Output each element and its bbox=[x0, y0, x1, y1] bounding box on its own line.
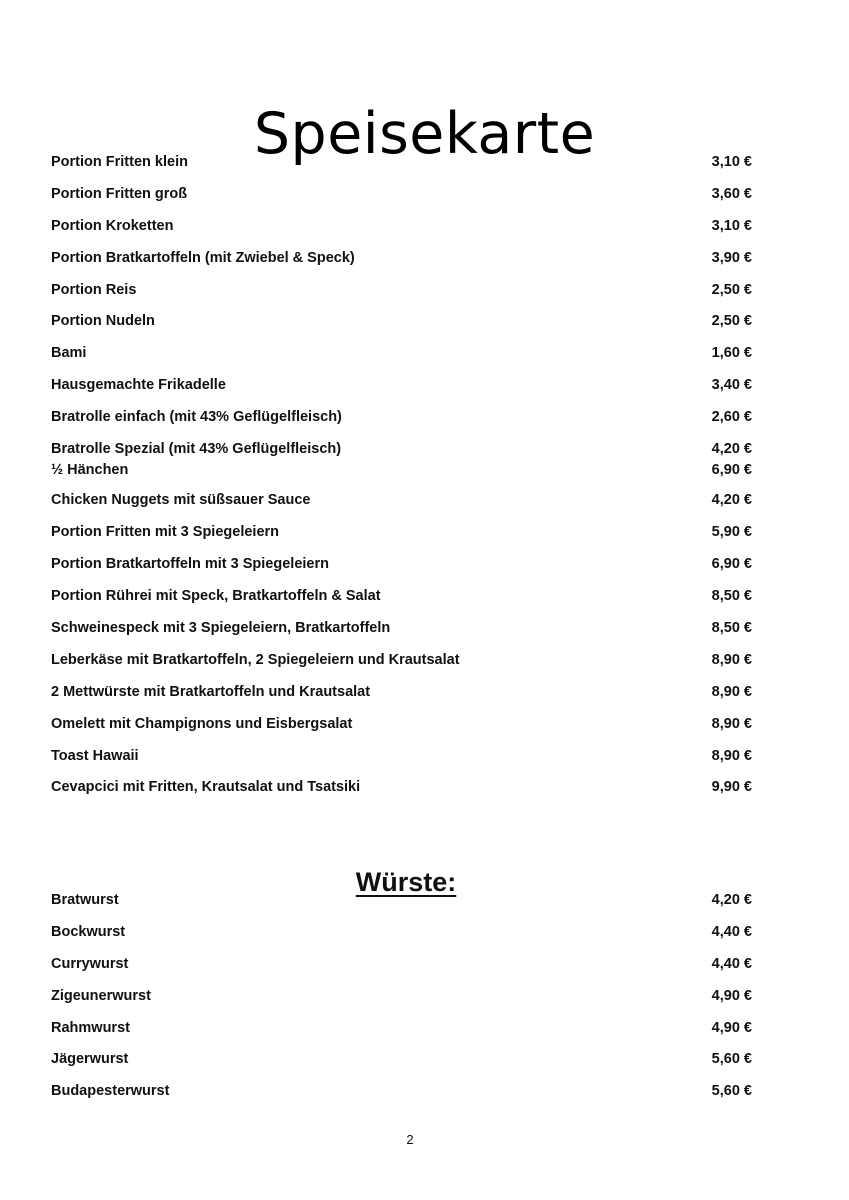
menu-item bbox=[51, 375, 752, 397]
item-price: 3,60 € bbox=[711, 185, 752, 202]
menu-item bbox=[51, 1018, 752, 1040]
menu-item bbox=[51, 184, 752, 206]
item-name: Zigeunerwurst bbox=[51, 987, 151, 1004]
item-name: Omelett mit Champignons und Eisbergsalat bbox=[51, 715, 353, 732]
page-title: Speisekarte bbox=[253, 101, 596, 168]
menu-item bbox=[51, 650, 752, 672]
item-price: 4,20 € bbox=[711, 892, 752, 908]
item-name-line: ½ Hänchen bbox=[51, 461, 129, 478]
item-price: 5,60 € bbox=[711, 1083, 752, 1100]
menu-item bbox=[51, 922, 752, 944]
menu-item bbox=[51, 152, 752, 174]
menu-item bbox=[51, 586, 752, 608]
item-name: Portion Bratkartoffeln (mit Zwiebel & Speck) bbox=[51, 249, 355, 266]
wurst-menu-list bbox=[51, 890, 752, 1113]
item-price: 4,90 € bbox=[711, 1019, 752, 1036]
item-name: Portion Bratkartoffeln mit 3 Spiegeleiern bbox=[51, 556, 329, 573]
item-name: Portion Fritten klein bbox=[51, 154, 188, 170]
item-name: Bami bbox=[51, 345, 87, 362]
item-price: 2,50 € bbox=[711, 281, 752, 298]
item-name: Portion Fritten groß bbox=[51, 185, 188, 202]
item-price: 8,90 € bbox=[711, 683, 752, 700]
item-name: Rahmwurst bbox=[51, 1019, 130, 1036]
item-price bbox=[712, 439, 752, 480]
item-name: Cevapcici mit Fritten, Krautsalat und Tsatsiki bbox=[51, 779, 361, 796]
item-name: Portion Rührei mit Speck, Bratkartoffeln & Salat bbox=[51, 588, 381, 605]
item-name: Hausgemachte Frikadelle bbox=[51, 377, 226, 394]
item-price: 3,90 € bbox=[711, 249, 752, 266]
item-price: 4,40 € bbox=[711, 923, 752, 940]
menu-item bbox=[51, 777, 752, 799]
menu-item bbox=[51, 407, 752, 429]
item-name: Currywurst bbox=[51, 955, 129, 972]
item-name: Bockwurst bbox=[51, 923, 126, 940]
menu-item bbox=[51, 682, 752, 704]
item-price: 8,90 € bbox=[711, 715, 752, 732]
item-name bbox=[51, 439, 341, 480]
item-name: Leberkäse mit Bratkartoffeln, 2 Spiegeleiern und Krautsalat bbox=[51, 651, 460, 668]
item-name: Portion Kroketten bbox=[51, 217, 174, 234]
main-menu-list bbox=[51, 152, 752, 809]
item-name-line: Bratrolle Spezial (mit 43% Geflügelfleisch) bbox=[51, 441, 342, 458]
item-price: 2,60 € bbox=[711, 409, 752, 426]
item-price: 5,90 € bbox=[711, 524, 752, 541]
item-price: 8,90 € bbox=[711, 747, 752, 764]
menu-item bbox=[51, 890, 752, 912]
item-price: 3,10 € bbox=[711, 154, 752, 170]
item-name: Jägerwurst bbox=[51, 1051, 129, 1068]
item-price: 9,90 € bbox=[711, 779, 752, 796]
item-name: Bratwurst bbox=[51, 892, 119, 908]
item-name: Toast Hawaii bbox=[51, 747, 139, 764]
menu-item bbox=[51, 490, 752, 512]
menu-item bbox=[51, 714, 752, 736]
item-price: 8,50 € bbox=[711, 619, 752, 636]
item-price: 8,90 € bbox=[711, 651, 752, 668]
menu-item bbox=[51, 280, 752, 302]
item-name: Portion Nudeln bbox=[51, 313, 155, 330]
item-price: 8,50 € bbox=[711, 588, 752, 605]
item-name: Portion Reis bbox=[51, 281, 137, 298]
item-price: 2,50 € bbox=[711, 313, 752, 330]
menu-item bbox=[51, 216, 752, 238]
item-price-line: 4,20 € bbox=[711, 441, 752, 458]
item-price: 4,90 € bbox=[711, 987, 752, 1004]
item-price-line: 6,90 € bbox=[711, 461, 752, 478]
item-name: Portion Fritten mit 3 Spiegeleiern bbox=[51, 524, 280, 541]
item-name: 2 Mettwürste mit Bratkartoffeln und Krautsalat bbox=[51, 683, 371, 700]
item-name: Chicken Nuggets mit süßsauer Sauce bbox=[51, 492, 311, 509]
menu-item bbox=[51, 986, 752, 1008]
menu-item bbox=[51, 439, 752, 480]
item-price: 1,60 € bbox=[711, 345, 752, 362]
item-price: 4,40 € bbox=[711, 955, 752, 972]
menu-item bbox=[51, 618, 752, 640]
menu-item bbox=[51, 343, 752, 365]
menu-item bbox=[51, 311, 752, 333]
menu-item bbox=[51, 554, 752, 576]
item-price: 5,60 € bbox=[711, 1051, 752, 1068]
page-number: 2 bbox=[406, 1132, 414, 1147]
menu-item bbox=[51, 248, 752, 270]
menu-item bbox=[51, 1081, 752, 1103]
item-name: Schweinespeck mit 3 Spiegeleiern, Bratkartoffeln bbox=[51, 619, 391, 636]
menu-item bbox=[51, 746, 752, 768]
menu-item bbox=[51, 954, 752, 976]
item-name: Bratrolle einfach (mit 43% Geflügelfleisch) bbox=[51, 409, 342, 426]
menu-item bbox=[51, 522, 752, 544]
section-heading-label: Würste: bbox=[355, 867, 457, 898]
item-price: 6,90 € bbox=[711, 556, 752, 573]
menu-item bbox=[51, 1049, 752, 1071]
item-price: 3,10 € bbox=[711, 217, 752, 234]
item-name: Budapesterwurst bbox=[51, 1083, 170, 1100]
item-price: 3,40 € bbox=[711, 377, 752, 394]
item-price: 4,20 € bbox=[711, 492, 752, 509]
